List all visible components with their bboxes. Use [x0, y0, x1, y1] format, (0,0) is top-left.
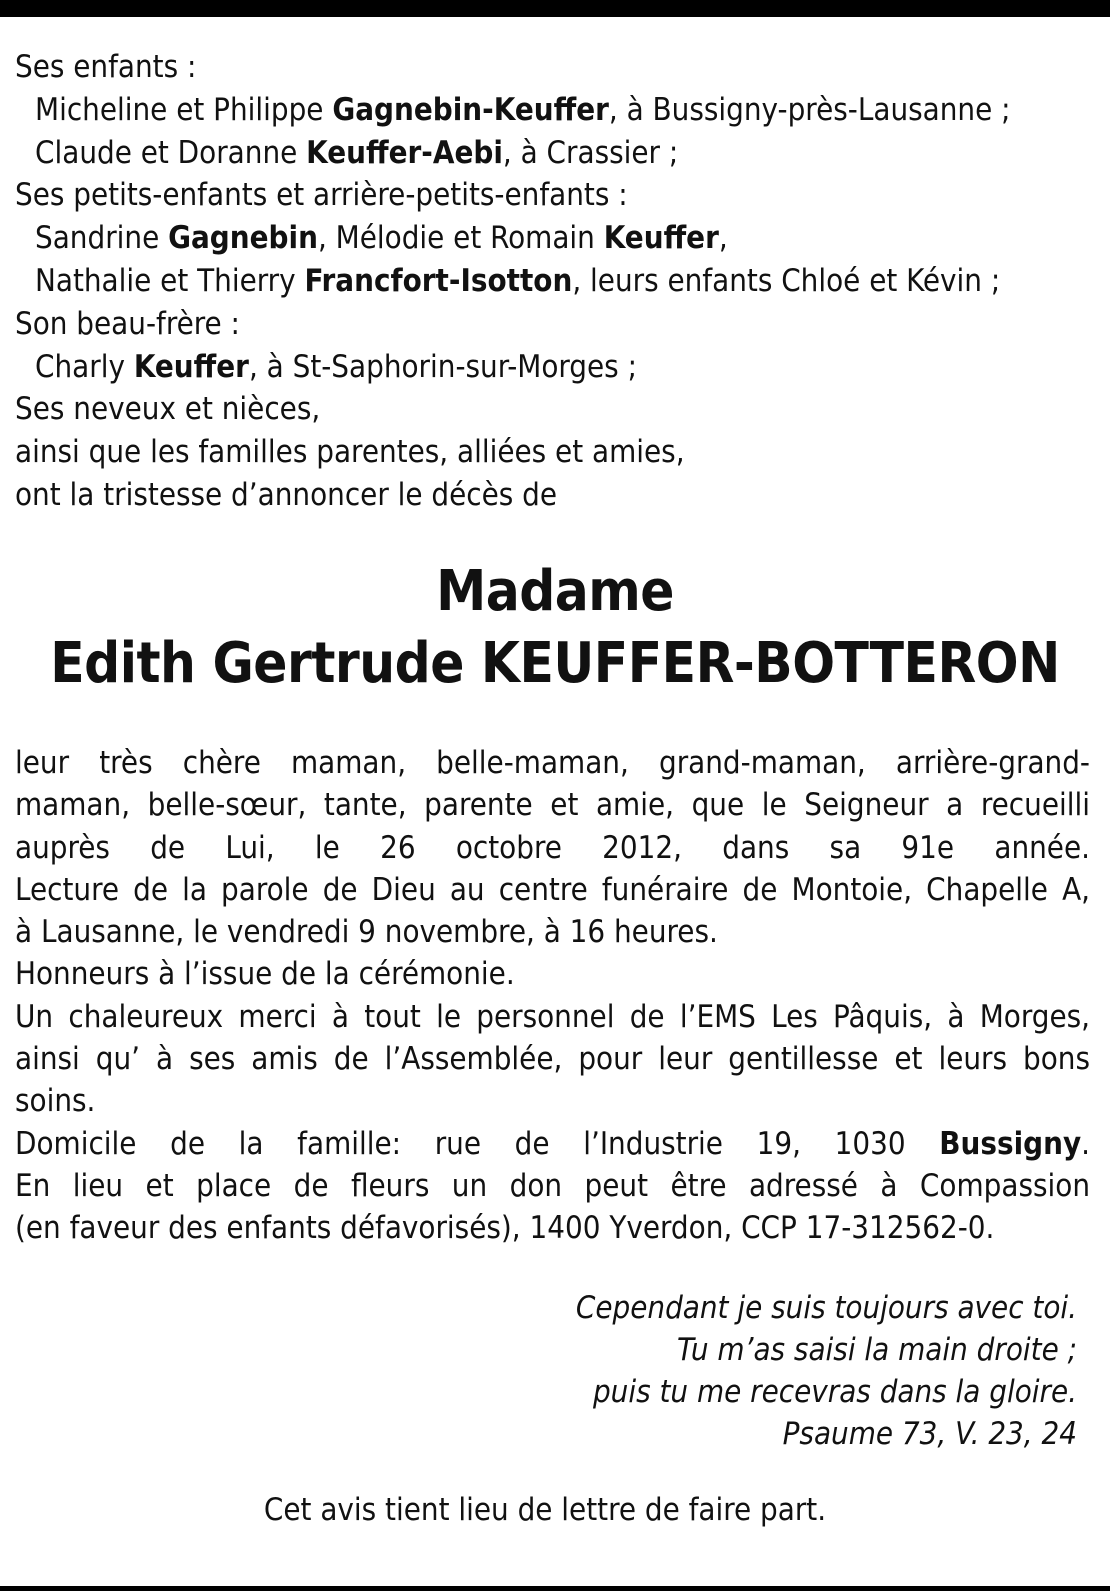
bottom-rule [0, 1586, 1110, 1591]
surname: Gagnebin-Keuffer [332, 91, 609, 128]
body-line: à Lausanne, le vendredi 9 novembre, à 16 heures. [15, 914, 718, 951]
brother-in-law-label: Son beau-frère : [15, 305, 240, 342]
quote-line: puis tu me recevras dans la gloire. [592, 1374, 1077, 1410]
notice-body [15, 742, 1090, 1250]
brother-in-law-entry: Charly Keuffer, à St-Saphorin-sur-Morges ; [35, 348, 637, 385]
grandchild-entry-1: Sandrine Gagnebin, Mélodie et Romain Keuffer, [35, 220, 728, 257]
honorific: Madame [436, 559, 674, 624]
surname: Keuffer [133, 348, 249, 385]
quote-line: Cependant je suis toujours avec toi. [575, 1290, 1077, 1326]
nephews-line: Ses neveux et nièces, [15, 391, 321, 428]
announcement-line: ont la tristesse d’annoncer le décès de [15, 476, 558, 513]
body-line: maman, belle-sœur, tante, parente et amie, que le Seigneur a recueilli [15, 787, 1090, 824]
family-list [15, 46, 1095, 517]
body-line: En lieu et place de fleurs un don peut être adressé à Compassion [15, 1167, 1090, 1204]
grandchildren-label: Ses petits-enfants et arrière-petits-enfants : [15, 177, 628, 214]
surname: Francfort-Isotton [304, 262, 573, 299]
children-label: Ses enfants : [15, 49, 197, 85]
quote-line: Tu m’as saisi la main droite ; [676, 1332, 1077, 1368]
surname: Keuffer-Aebi [306, 134, 503, 171]
psalm-quote [377, 1287, 1077, 1455]
body-line: Un chaleureux merci à tout le personnel de l’EMS Les Pâquis, à Morges, [15, 998, 1090, 1035]
child-entry-1: Micheline et Philippe Gagnebin-Keuffer, à Bussigny-près-Lausanne ; [35, 91, 1011, 128]
families-line: ainsi que les familles parentes, alliées et amies, [15, 434, 685, 471]
domicile-line: Domicile de la famille: rue de l’Industrie 19, 1030 Bussigny. [15, 1125, 1090, 1162]
body-line: Lecture de la parole de Dieu au centre funéraire de Montoie, Chapelle A, [15, 871, 1090, 908]
town: Bussigny [939, 1125, 1082, 1162]
body-line: ainsi qu’ à ses amis de l’Assemblée, pour leur gentillesse et leurs bons [15, 1041, 1090, 1078]
quote-reference: Psaume 73, V. 23, 24 [782, 1416, 1077, 1452]
child-entry-2: Claude et Doranne Keuffer-Aebi, à Crassier ; [35, 134, 679, 171]
surname: Gagnebin [168, 220, 318, 257]
deceased-heading [0, 556, 1110, 700]
body-line: (en faveur des enfants défavorisés), 1400 Yverdon, CCP 17-312562-0. [15, 1210, 995, 1247]
body-line: leur très chère maman, belle-maman, grand-maman, arrière-grand- [15, 745, 1090, 781]
top-rule [0, 0, 1110, 17]
body-line: auprès de Lui, le 26 octobre 2012, dans sa 91e année. [15, 829, 1090, 866]
surname: Keuffer [603, 220, 719, 257]
footer-note: Cet avis tient lieu de lettre de faire part. [263, 1492, 827, 1528]
body-line: soins. [15, 1083, 96, 1120]
deceased-name: Edith Gertrude KEUFFER-BOTTERON [50, 631, 1060, 696]
body-line: Honneurs à l’issue de la cérémonie. [15, 956, 515, 993]
grandchild-entry-2: Nathalie et Thierry Francfort-Isotton, leurs enfants Chloé et Kévin ; [35, 262, 1001, 299]
